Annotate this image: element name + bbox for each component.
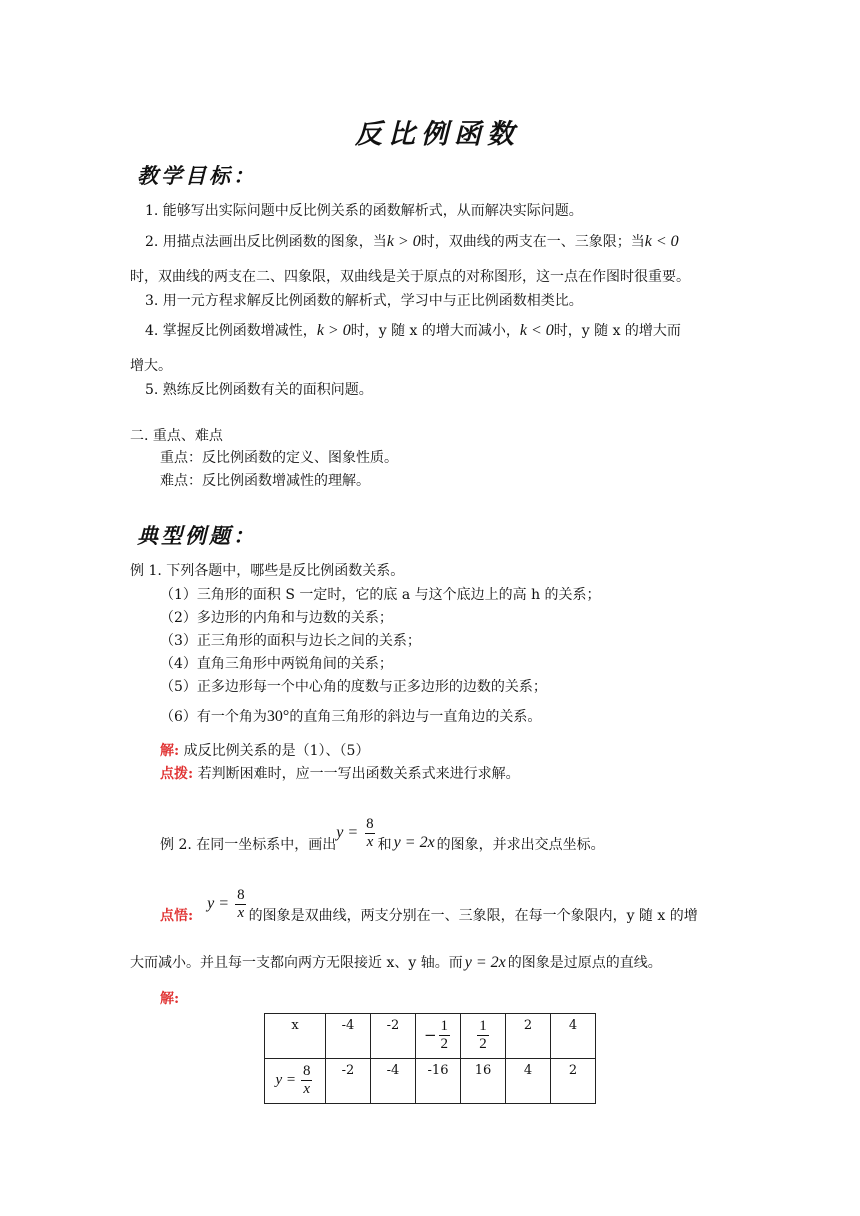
example-2-solution-label: 解: — [160, 991, 180, 1007]
hint-text: 若判断困难时，应一一写出函数关系式来进行求解。 — [197, 766, 520, 782]
example-2-question — [160, 812, 605, 854]
table-header-x: x — [265, 1014, 326, 1059]
example-2-text-a: 例 2. 在同一坐标系中，画出 — [160, 837, 337, 853]
table-cell: -4 — [371, 1059, 416, 1104]
insight-text-b1: 大而减小。并且每一支都向两方无限接近 x、y 轴。而 — [130, 955, 463, 971]
example-1-option-6-text-b: 的直角三角形的斜边与一直角边的关系。 — [289, 709, 542, 725]
hint-label: 点拨: — [160, 766, 194, 782]
solution-label: 解: — [160, 743, 180, 759]
y-equals-table: y = — [275, 1071, 297, 1088]
example-1-option-2: （2）多边形的内角和与边数的关系； — [160, 610, 393, 626]
insight-text-b2: 的图象是过原点的直线。 — [507, 955, 662, 971]
hyperbola-formula-2 — [207, 887, 248, 921]
objective-item-4 — [145, 320, 681, 340]
fraction-denominator: x — [366, 833, 374, 850]
table-cell-neg-half — [416, 1014, 461, 1059]
table-cell: 16 — [461, 1059, 506, 1104]
fraction-denominator: 2 — [479, 1035, 487, 1052]
table-cell: -4 — [326, 1014, 371, 1059]
table-cell: -2 — [326, 1059, 371, 1104]
insight-text-a: 的图象是双曲线，两支分别在一、三象限，在每一个象限内，y 随 x 的增 — [248, 908, 698, 924]
line-formula-2: y = 2x — [464, 954, 506, 971]
example-1-option-3: （3）正三角形的面积与边长之间的关系； — [160, 633, 421, 649]
fraction-numerator: 1 — [440, 1018, 449, 1034]
example-1-option-5: （5）正多边形每一个中心角的度数与正多边形的边数的关系； — [160, 679, 547, 695]
objective-item-4-text-c: 时，y 随 x 的增大而 — [553, 323, 681, 339]
objective-item-5: 5. 熟练反比例函数有关的面积问题。 — [145, 382, 373, 398]
example-1-question: 例 1. 下列各题中，哪些是反比例函数关系。 — [130, 563, 405, 579]
and-text: 和 — [377, 837, 392, 853]
table-cell: -2 — [371, 1014, 416, 1059]
objective-item-4-cont: 增大。 — [130, 358, 172, 374]
table-row-y — [265, 1059, 596, 1104]
fraction-half-positive — [477, 1018, 489, 1052]
line-formula: y = 2x — [393, 834, 435, 851]
fraction-numerator-2: 8 — [237, 887, 245, 903]
table-cell-half — [461, 1014, 506, 1059]
fraction-8-over-x — [364, 816, 376, 850]
example-1-option-1: （1）三角形的面积 S 一定时，它的底 a 与这个底边上的高 h 的关系； — [160, 587, 601, 603]
table-cell: 2 — [551, 1059, 596, 1104]
table-cell: -16 — [416, 1059, 461, 1104]
y-equals: y = — [336, 824, 359, 841]
table-cell: 4 — [506, 1059, 551, 1104]
key-points-heading: 二. 重点、难点 — [130, 428, 223, 444]
fraction-8-over-x-2 — [235, 887, 247, 921]
example-1-option-6 — [160, 706, 541, 726]
objective-item-4-text-b: 时，y 随 x 的增大而减小， — [350, 323, 520, 339]
example-1-option-6-text-a: （6）有一个角为 — [160, 709, 267, 725]
example-2-insight-cont — [130, 952, 662, 972]
example-2-insight — [160, 883, 698, 925]
fraction-denominator: 2 — [440, 1035, 449, 1052]
key-points-difficulty: 难点：反比例函数增减性的理解。 — [160, 473, 370, 489]
fraction-8-over-x-table — [301, 1063, 313, 1097]
fraction-denominator-2: x — [237, 904, 245, 921]
insight-label: 点悟: — [160, 908, 194, 924]
degree-math: 30° — [266, 708, 290, 725]
objective-item-4-text-a: 4. 掌握反比例函数增减性， — [145, 323, 317, 339]
fraction-numerator: 8 — [366, 816, 374, 832]
minus-sign: − — [423, 1026, 437, 1044]
k-negative-math: k < 0 — [644, 233, 679, 250]
y-equals-2: y = — [207, 895, 230, 912]
fraction-numerator: 1 — [479, 1018, 487, 1034]
key-points-focus: 重点：反比例函数的定义、图象性质。 — [160, 450, 398, 466]
objective-item-2 — [145, 231, 679, 251]
objective-item-2-text-a: 2. 用描点法画出反比例函数的图象，当 — [145, 234, 387, 250]
solution-text: 成反比例关系的是（1）、（5） — [183, 743, 370, 759]
hyperbola-formula — [336, 816, 377, 850]
table-row-x — [265, 1014, 596, 1059]
table-cell: 2 — [506, 1014, 551, 1059]
example-1-hint — [160, 763, 520, 783]
objective-item-1: 1. 能够写出实际问题中反比例关系的函数解析式，从而解决实际问题。 — [145, 203, 583, 219]
objective-item-2-cont: 时，双曲线的两支在二、四象限，双曲线是关于原点的对称图形，这一点在作图时很重要。 — [130, 269, 690, 285]
objective-item-3: 3. 用一元方程求解反比例函数的解析式，学习中与正比例函数相类比。 — [145, 293, 583, 309]
examples-heading: 典型例题： — [137, 523, 257, 548]
k-positive-math: k > 0 — [386, 233, 421, 250]
objectives-heading: 教学目标： — [137, 163, 257, 188]
values-table — [264, 1013, 596, 1104]
objective-item-2-text-b: 时，双曲线的两支在一、三象限；当 — [420, 234, 645, 250]
table-header-y — [265, 1059, 326, 1104]
example-1-solution — [160, 740, 369, 760]
fraction-half — [439, 1018, 451, 1052]
table-cell: 4 — [551, 1014, 596, 1059]
k-positive-math-2: k > 0 — [316, 322, 351, 339]
fraction-numerator: 8 — [303, 1063, 311, 1079]
page-title: 反比例函数 — [355, 119, 520, 150]
example-1-option-4: （4）直角三角形中两锐角间的关系； — [160, 656, 393, 672]
fraction-denominator: x — [303, 1080, 311, 1097]
k-negative-math-2: k < 0 — [519, 322, 554, 339]
example-2-text-b: 的图象，并求出交点坐标。 — [436, 837, 605, 853]
